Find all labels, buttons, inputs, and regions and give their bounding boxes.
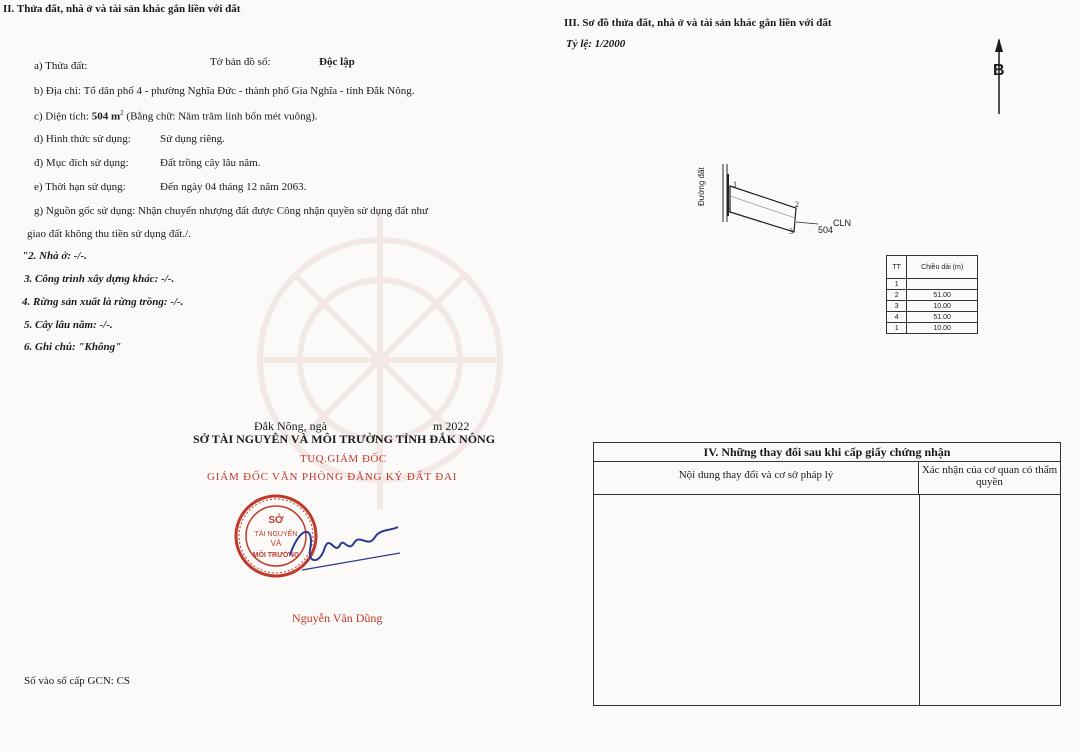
changes-col-confirm: Xác nhận của cơ quan có thẩm quyền bbox=[921, 464, 1058, 488]
issue-year: m 2022 bbox=[433, 419, 470, 433]
svg-text:VÀ: VÀ bbox=[270, 539, 282, 548]
vertex-3: 3 bbox=[789, 227, 793, 236]
row-len: 51.00 bbox=[907, 290, 978, 301]
plot-label: a) Thửa đất: bbox=[34, 60, 88, 72]
tuq-title: TUQ.GIÁM ĐỐC bbox=[300, 453, 387, 465]
row-len: 10.00 bbox=[907, 323, 978, 334]
land-type: CLN bbox=[833, 218, 852, 228]
issue-place: Đắk Nông, ngà bbox=[254, 419, 327, 433]
table-row bbox=[887, 312, 978, 323]
row-tt: 2 bbox=[887, 290, 907, 301]
vertex-2: 2 bbox=[795, 200, 799, 209]
director-title: GIÁM ĐỐC VĂN PHÒNG ĐĂNG KÝ ĐẤT ĐAI bbox=[207, 471, 458, 483]
vertex-1: 1 bbox=[733, 180, 737, 189]
area-value: 504 m bbox=[91, 110, 121, 123]
address: b) Địa chỉ: Tổ dân phố 4 - phường Nghĩa Đức - thành phố Gia Nghĩa - tỉnh Đắk Nông. bbox=[34, 85, 415, 97]
parcel-sketch bbox=[690, 160, 860, 240]
edge-length-table bbox=[886, 255, 978, 334]
changes-table bbox=[593, 442, 1061, 706]
use-form-label: d) Hình thức sử dụng: bbox=[34, 133, 131, 145]
use-form-value: Sử dụng riêng. bbox=[160, 133, 225, 145]
row-tt: 3 bbox=[887, 301, 907, 312]
svg-text:SỞ: SỞ bbox=[268, 515, 284, 526]
table-row bbox=[887, 290, 978, 301]
changes-col-content: Nội dung thay đổi và cơ sở pháp lý bbox=[594, 462, 919, 494]
signer-name: Nguyễn Văn Dũng bbox=[292, 611, 383, 625]
item-house: "2. Nhà ở: -/-. bbox=[22, 250, 87, 262]
signature bbox=[280, 515, 410, 575]
area-sup: 2 bbox=[120, 109, 124, 117]
changes-title: IV. Những thay đổi sau khi cấp giấy chứng nhận bbox=[594, 443, 1060, 462]
area-words: (Bằng chữ: Năm trăm linh bốn mét vuông). bbox=[123, 110, 318, 123]
row-len bbox=[907, 279, 978, 290]
use-purpose-value: Đất trồng cây lâu năm. bbox=[160, 157, 261, 169]
use-term-value: Đến ngày 04 tháng 12 năm 2063. bbox=[160, 181, 307, 193]
row-tt: 1 bbox=[887, 279, 907, 290]
use-purpose-label: đ) Mục đích sử dụng: bbox=[34, 157, 129, 169]
road-label: Đường đất bbox=[697, 167, 706, 206]
origin-line-1: g) Nguồn gốc sử dụng: Nhận chuyển nhượng đất được Công nhận quyền sử dụng đất như bbox=[34, 205, 429, 217]
map-sheet-label: Tờ bản đồ số: bbox=[210, 56, 271, 68]
item-construction: 3. Công trình xây dựng khác: -/-. bbox=[24, 273, 175, 285]
changes-header bbox=[594, 462, 1060, 495]
changes-body bbox=[594, 495, 1060, 705]
parcel-number: 504 bbox=[818, 225, 834, 235]
item-note: 6. Ghi chú: "Không" bbox=[24, 341, 122, 353]
row-len: 10.00 bbox=[907, 301, 978, 312]
vertex-4: 4 bbox=[727, 206, 731, 215]
col-length: Chiều dài (m) bbox=[907, 256, 978, 279]
area-line bbox=[34, 109, 318, 123]
table-row bbox=[887, 301, 978, 312]
section-ii-title: II. Thửa đất, nhà ở và tài sản khác gắn liền với đất bbox=[3, 3, 241, 15]
item-forest: 4. Rừng sản xuất là rừng trồng: -/-. bbox=[22, 296, 184, 308]
origin-line-2: giao đất không thu tiền sử dụng đất./. bbox=[27, 228, 191, 240]
table-row bbox=[887, 279, 978, 290]
item-perennial: 5. Cây lâu năm: -/-. bbox=[24, 319, 113, 331]
svg-text:TÀI NGUYÊN: TÀI NGUYÊN bbox=[254, 531, 298, 538]
scale: Tỷ lệ: 1/2000 bbox=[566, 38, 626, 50]
changes-body-content bbox=[594, 495, 920, 705]
map-sheet-value: Độc lập bbox=[319, 56, 355, 68]
area-prefix: c) Diện tích: bbox=[34, 110, 92, 123]
row-len: 51.00 bbox=[907, 312, 978, 323]
col-tt: TT bbox=[887, 256, 907, 279]
row-tt: 1 bbox=[887, 323, 907, 334]
row-tt: 4 bbox=[887, 312, 907, 323]
use-term-label: e) Thời hạn sử dụng: bbox=[34, 181, 126, 193]
north-label: B bbox=[993, 62, 1005, 79]
svg-text:MÔI TRƯỜNG: MÔI TRƯỜNG bbox=[252, 552, 300, 559]
register-number: Số vào số cấp GCN: CS bbox=[24, 675, 131, 687]
table-row bbox=[887, 323, 978, 334]
section-iii-title: III. Sơ đồ thửa đất, nhà ở và tài sản khác gắn liền với đất bbox=[564, 17, 832, 29]
agency-name: SỞ TÀI NGUYÊN VÀ MÔI TRƯỜNG TỈNH ĐẮK NÔNG bbox=[193, 432, 496, 446]
